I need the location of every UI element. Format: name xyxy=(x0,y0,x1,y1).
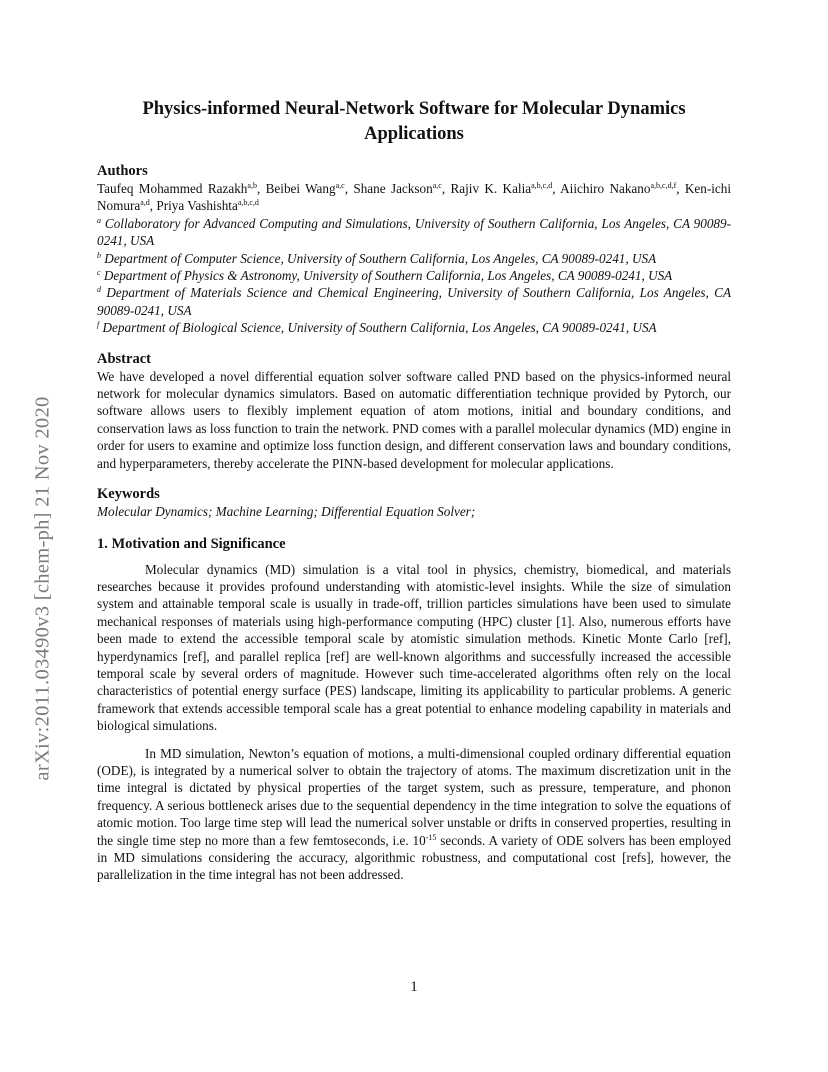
author-name: Shane Jackson xyxy=(353,181,433,196)
author-affiliation-marks: a,d xyxy=(140,198,150,208)
keywords-text: Molecular Dynamics; Machine Learning; Differential Equation Solver; xyxy=(97,504,476,520)
affiliation xyxy=(97,250,731,267)
author-affiliation-marks: a,c xyxy=(335,181,345,190)
paper-title: Physics-informed Neural-Network Software for Molecular Dynamics Applications xyxy=(142,99,686,144)
affiliation-mark: d xyxy=(97,285,101,295)
author-separator: , xyxy=(256,181,266,196)
body-paragraph-2 xyxy=(97,745,731,884)
author-affiliation-marks: a,b xyxy=(247,181,257,190)
author-affiliation-marks: a,b,c,d xyxy=(237,198,259,208)
author-separator: , xyxy=(149,198,157,214)
author-name: Beibei Wang xyxy=(265,181,336,196)
keywords-heading: Keywords xyxy=(97,486,160,503)
author-separator: , xyxy=(344,181,354,196)
affiliation xyxy=(97,284,731,319)
author-list xyxy=(97,180,731,215)
abstract-text: We have developed a novel differential equation solver software called PND based on the physics-informed neural network for molecular dynamics simulators. Based on automatic differentiation technique provided by Pytorch, our software allows users to flexibly implement equation of atom motions, initial and boundary conditions, and conservation laws as loss function to train the network. PND comes with a parallel molecular dynamics (MD) engine in order for users to examine and optimize loss function design, and different conservation laws and boundary conditions, and hyperparameters, thereby accelerate the PINN-based development for molecular applications. xyxy=(97,368,731,471)
paragraph-2-text-b: seconds. A variety of ODE solvers has been employed in MD simulations considering the accuracy, algorithmic robustness, and computational cost [refs], however, the parallelization in the time integral has not been addressed. xyxy=(97,832,732,883)
abstract-heading: Abstract xyxy=(97,350,151,367)
paragraph-2-text-a: In MD simulation, Newton’s equation of motions, a multi-dimensional coupled ordinary differential equation (ODE), is integrated by a numerical solver to obtain the trajectory of atoms. The maximum discretization unit in the time integral is dictated by physical properties of the target system, such as pressure, temperature, and phonon frequency. A serious bottleneck arises due to the sequential dependency in the time integration to solve the equations of atomic motion. Too large time step will lead the numerical solver unstable or drifts in conserved properties, resulting in the single time step no more than a few femtoseconds, i.e. 10 xyxy=(97,745,731,848)
affiliation-mark: a xyxy=(97,215,101,225)
exponent: -15 xyxy=(425,832,437,842)
body-paragraph-1: Molecular dynamics (MD) simulation is a vital tool in physics, chemistry, biomedical, and materials researches because it provides profound understanding with atomistic-level insights. While the size of simulation system and attainable temporal scale is usually in trade-off, trillion particles simulations have been used to simulate mechanical responses of materials using high-performance computing (HPC) cluster [1]. Also, numerous efforts have been made to extend the accessible temporal scale by atomistic simulation methods. Kinetic Monte Carlo [ref], hyperdynamics [ref], and parallel replica [ref] are well-known algorithms and successfully increased the accessible temporal scale by several orders of magnitude. However such time-accelerated algorithms often rely on the local characteristics of potential energy surface (PES) landscape, limiting its applicability to particular problems. A generic framework that extends accessible temporal scale has a great potential to enhance modeling capability in materials and biological simulations. xyxy=(97,561,731,734)
author-separator: , xyxy=(552,181,561,196)
paper-content xyxy=(97,97,731,884)
affiliation-text: Department of Materials Science and Chemical Engineering, University of Southern California, Los Angeles, CA 90089-0241, USA xyxy=(97,285,732,318)
author-separator: , xyxy=(441,181,451,196)
authors-heading: Authors xyxy=(97,163,148,179)
affiliation-mark: f xyxy=(97,320,100,330)
author-name: Taufeq Mohammed Razakh xyxy=(97,181,248,196)
affiliation-text: Department of Physics & Astronomy, University of Southern California, Los Angeles, CA 90089-0241, USA xyxy=(103,268,673,284)
author-affiliation-marks: a,c xyxy=(432,181,442,190)
author-name: Rajiv K. Kalia xyxy=(450,181,532,196)
author-separator: , xyxy=(676,181,685,196)
affiliation-mark: c xyxy=(97,268,101,278)
affiliation-mark: b xyxy=(97,250,101,260)
affiliation xyxy=(97,215,731,250)
affiliation-list xyxy=(97,215,731,337)
affiliation xyxy=(97,267,731,284)
author-affiliation-marks: a,b,c,d,f xyxy=(650,181,677,190)
author-affiliation-marks: a,b,c,d xyxy=(531,181,553,190)
page-number: 1 xyxy=(410,979,418,995)
affiliation-text: Department of Biological Science, University of Southern California, Los Angeles, CA 90089-0241, USA xyxy=(102,320,657,336)
author-name: Priya Vashishta xyxy=(156,198,238,214)
section-heading: 1. Motivation and Significance xyxy=(97,535,286,552)
author-name: Aiichiro Nakano xyxy=(560,181,651,196)
affiliation xyxy=(97,319,731,336)
arxiv-side-identifier xyxy=(28,372,58,804)
affiliation-text: Collaboratory for Advanced Computing and Simulations, University of Southern California, Los Angeles, CA 90089-0241, USA xyxy=(97,215,732,249)
author-name: Ken-ichi Nomura xyxy=(97,181,732,214)
arxiv-id-text: arXiv:2011.03490v3 [chem-ph] 21 Nov 2020 xyxy=(31,395,54,781)
affiliation-text: Department of Computer Science, University of Southern California, Los Angeles, CA 90089-0241, USA xyxy=(104,250,657,266)
